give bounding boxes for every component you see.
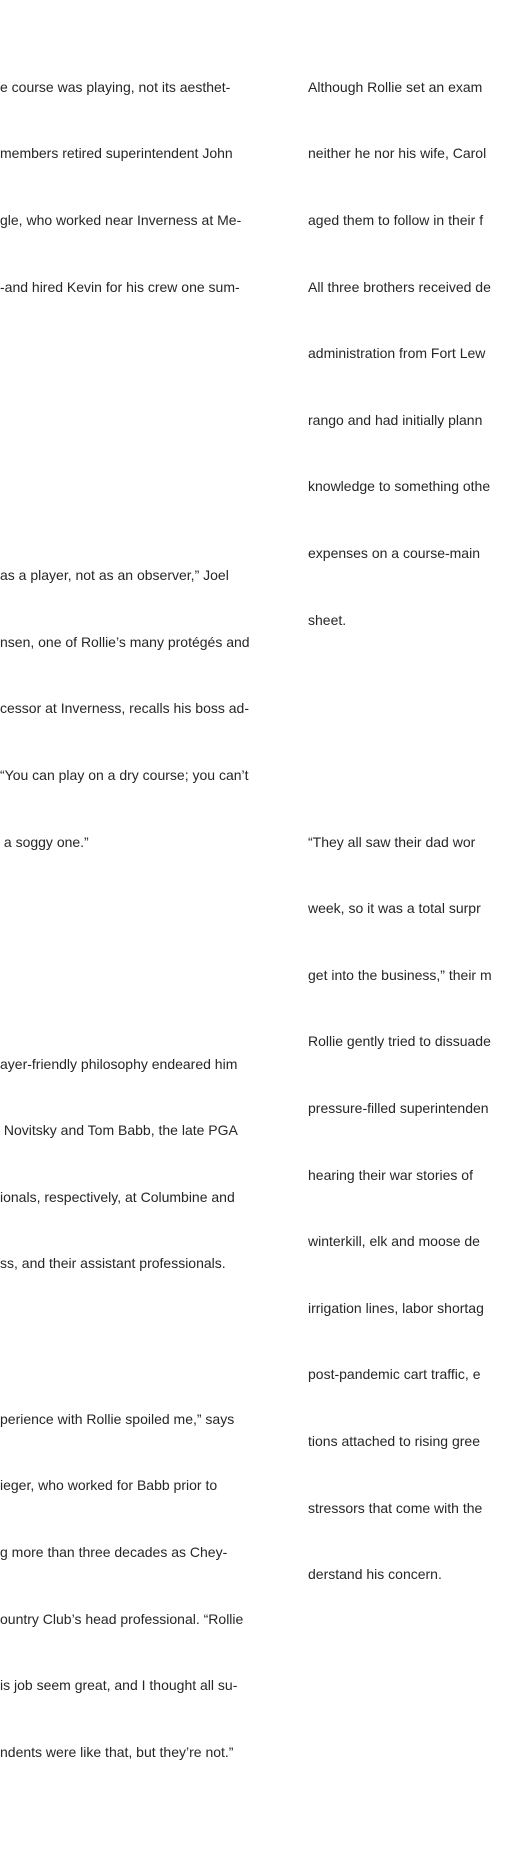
text-line: ayer-friendly philosophy endeared him xyxy=(0,1055,238,1072)
text-line: e course was playing, not its aesthet- xyxy=(0,78,231,95)
text-line: cessor at Inverness, recalls his boss ad- xyxy=(0,700,249,717)
text-line: irrigation lines, labor shortag xyxy=(308,1299,484,1316)
text-line: nsen, one of Rollie’s many protégés and xyxy=(0,633,250,650)
text-line: g more than three decades as Chey- xyxy=(0,1543,228,1560)
text-line: stressors that come with the xyxy=(308,1499,483,1516)
text-line: as a player, not as an observer,” Joel xyxy=(0,567,229,584)
text-line: hearing their war stories of xyxy=(308,1166,473,1183)
text-line: week, so it was a total surpr xyxy=(308,900,481,917)
text-line: get into the business,” their m xyxy=(308,966,492,983)
text-line: ieger, who worked for Babb prior to xyxy=(0,1477,218,1494)
text-line: -and hired Kevin for his crew one sum- xyxy=(0,278,240,295)
text-line: tions attached to rising gree xyxy=(308,1432,480,1449)
text-line: Novitsky and Tom Babb, the late PGA xyxy=(0,1122,238,1139)
text-line: administration from Fort Lew xyxy=(308,345,486,362)
text-line: “You can play on a dry course; you can’t xyxy=(0,766,249,783)
paragraph-right-1 xyxy=(308,31,512,675)
text-line: All three brothers received de xyxy=(308,278,491,295)
text-line: aged them to follow in their f xyxy=(308,212,484,228)
text-line: ionals, respectively, at Columbine and xyxy=(0,1188,235,1205)
text-line: Although Rollie set an exam xyxy=(308,78,483,95)
text-line: derstand his concern. xyxy=(308,1566,442,1583)
text-line: post-pandemic cart traffic, e xyxy=(308,1366,481,1383)
text-line: winterkill, elk and moose de xyxy=(308,1233,480,1250)
text-line: is job seem great, and I thought all su- xyxy=(0,1677,238,1694)
text-line: rango and had initially plann xyxy=(308,411,483,428)
paragraph-left-4 xyxy=(0,1363,268,1807)
right-column xyxy=(308,0,512,1674)
text-line: Rollie gently tried to dissuade xyxy=(308,1033,491,1050)
text-line: ndents were like that, but they’re not.” xyxy=(0,1743,234,1760)
text-line: knowledge to something othe xyxy=(308,478,491,495)
text-line: perience with Rollie spoiled me,” says xyxy=(0,1410,235,1427)
text-line: pressure-filled superintenden xyxy=(308,1099,489,1116)
text-line: a soggy one.” xyxy=(0,833,89,850)
paragraph-left-2 xyxy=(0,520,268,897)
text-line: expenses on a course-main xyxy=(308,544,480,561)
text-line: ountry Club’s head professional. “Rollie xyxy=(0,1610,244,1627)
paragraph-right-2 xyxy=(308,786,512,1630)
text-line: sheet. xyxy=(308,611,347,628)
text-line: neither he nor his wife, Carol xyxy=(308,145,487,162)
paragraph-left-3 xyxy=(0,1008,268,1319)
paragraph-left-1 xyxy=(0,31,268,342)
text-line: members retired superintendent John xyxy=(0,145,233,162)
text-line: “They all saw their dad wor xyxy=(308,833,476,850)
text-line: ss, and their assistant professionals. xyxy=(0,1255,226,1272)
text-line: gle, who worked near Inverness at Me- xyxy=(0,212,242,228)
